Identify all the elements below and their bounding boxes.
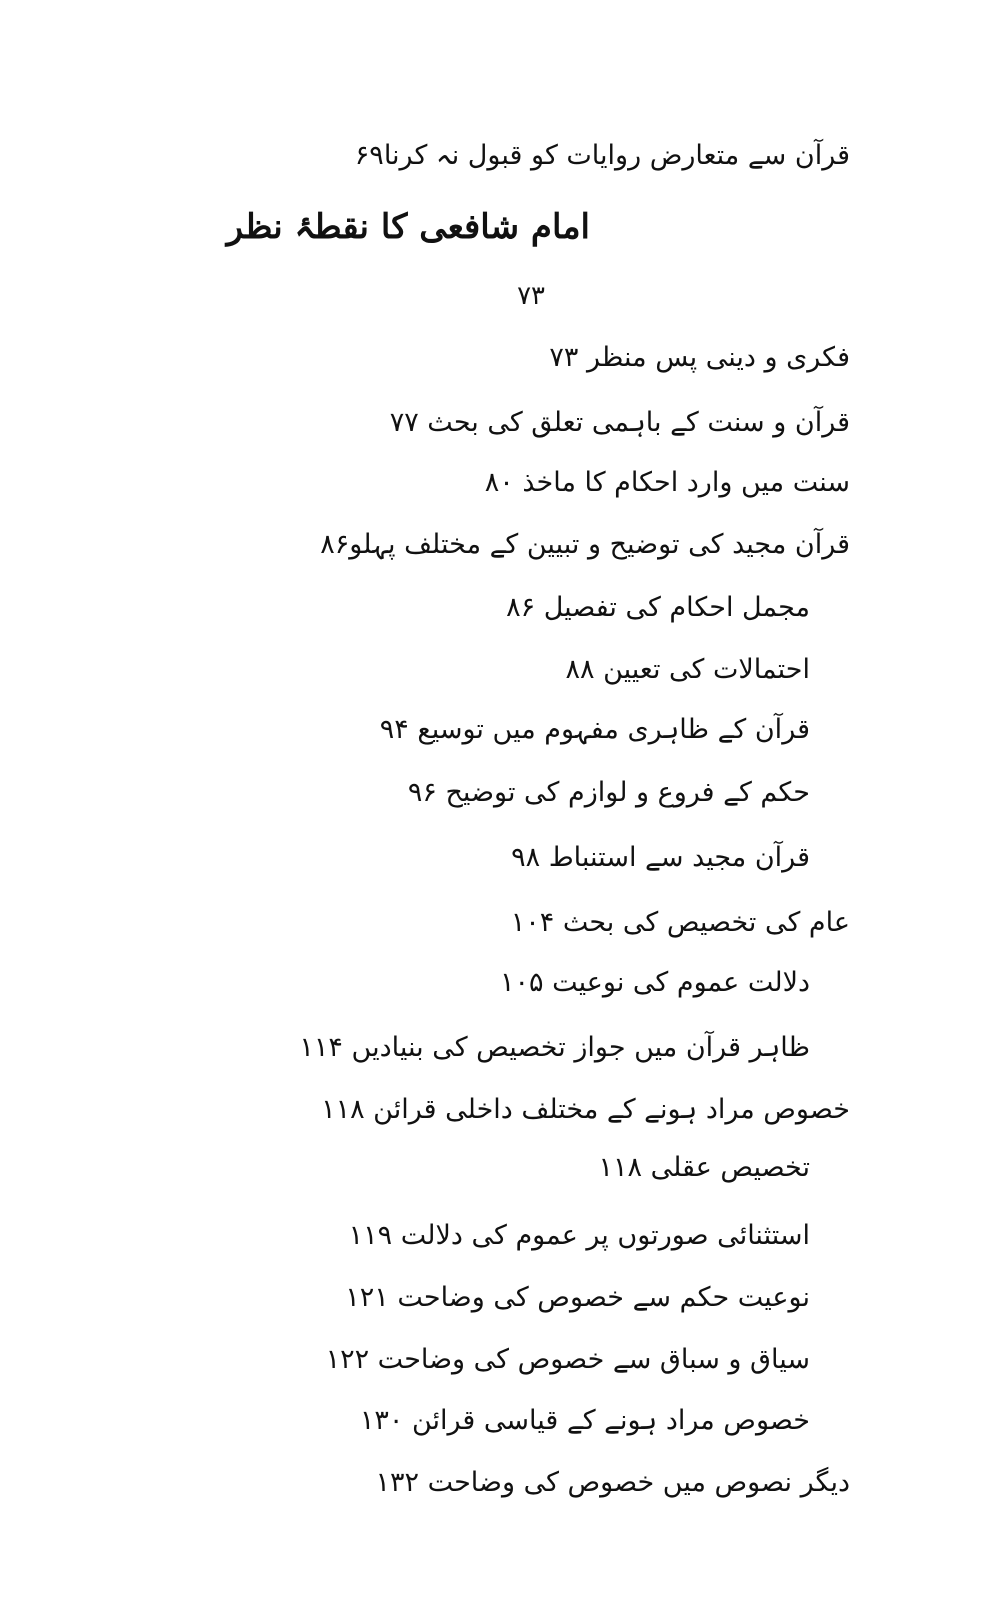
toc-entry: دیگر نصوص میں خصوص کی وضاحت ۱۳۲ bbox=[375, 1467, 850, 1498]
toc-entry: قرآن سے متعارض روایات کو قبول نہ کرنا۶۹ bbox=[354, 140, 850, 171]
toc-entry: عام کی تخصیص کی بحث ۱۰۴ bbox=[510, 907, 850, 938]
toc-entry: سنت میں وارد احکام کا ماخذ ۸۰ bbox=[484, 467, 850, 498]
toc-subentry: نوعیت حکم سے خصوص کی وضاحت ۱۲۱ bbox=[345, 1282, 810, 1313]
toc-entry: خصوص مراد ہونے کے مختلف داخلی قرائن ۱۱۸ bbox=[321, 1094, 850, 1125]
toc-subentry: دلالت عموم کی نوعیت ۱۰۵ bbox=[500, 967, 810, 998]
section-heading: امام شافعی کا نقطۂ نظر bbox=[226, 207, 590, 247]
section-page-number: ۷۳ bbox=[517, 281, 545, 311]
toc-subentry: حکم کے فروع و لوازم کی توضیح ۹۶ bbox=[407, 777, 810, 808]
toc-subentry: قرآن کے ظاہری مفہوم میں توسیع ۹۴ bbox=[379, 714, 810, 745]
toc-entry: فکری و دینی پس منظر ۷۳ bbox=[549, 342, 850, 373]
toc-subentry: سیاق و سباق سے خصوص کی وضاحت ۱۲۲ bbox=[325, 1344, 810, 1375]
toc-subentry: احتمالات کی تعیین ۸۸ bbox=[565, 654, 810, 685]
toc-subentry: قرآن مجید سے استنباط ۹۸ bbox=[511, 842, 810, 873]
toc-subentry: ظاہر قرآن میں جواز تخصیص کی بنیادیں ۱۱۴ bbox=[299, 1032, 810, 1063]
toc-subentry: مجمل احکام کی تفصیل ۸۶ bbox=[506, 592, 810, 623]
toc-subentry: تخصیص عقلی ۱۱۸ bbox=[598, 1152, 810, 1183]
toc-entry: قرآن مجید کی توضیح و تبیین کے مختلف پہلو۸۶ bbox=[320, 529, 850, 560]
toc-entry: قرآن و سنت کے باہمی تعلق کی بحث ۷۷ bbox=[389, 407, 850, 438]
toc-subentry: خصوص مراد ہونے کے قیاسی قرائن ۱۳۰ bbox=[359, 1405, 810, 1436]
toc-subentry: استثنائی صورتوں پر عموم کی دلالت ۱۱۹ bbox=[348, 1220, 810, 1251]
